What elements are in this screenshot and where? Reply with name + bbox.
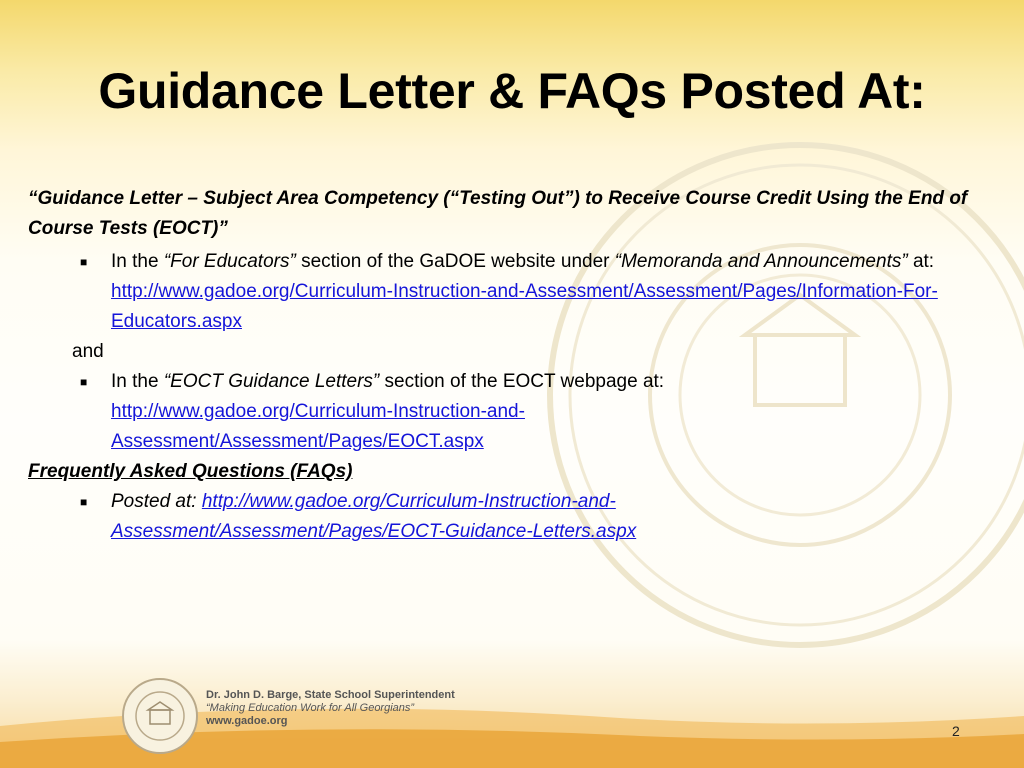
bullet2-middle: section of the EOCT webpage at: xyxy=(379,371,665,392)
bullet-marker: ■ xyxy=(80,375,88,389)
footer-credits xyxy=(206,689,455,728)
eoct-page-link[interactable]: http://www.gadoe.org/Curriculum-Instruction-and-Assessment/Assessment/Pages/EOCT.aspx xyxy=(111,401,525,452)
and-connector: and xyxy=(72,341,104,362)
bullet1-prefix: In the xyxy=(111,251,164,272)
website-line: www.gadoe.org xyxy=(206,715,288,727)
faq-link[interactable]: http://www.gadoe.org/Curriculum-Instruction-and-Assessment/Assessment/Pages/EOCT-Guidance-Letters.aspx xyxy=(111,491,637,542)
bullet-eoct-guidance xyxy=(28,367,1003,457)
for-educators-label: “For Educators” xyxy=(163,251,296,272)
bullet1-middle: section of the GaDOE website under xyxy=(295,251,615,272)
page-number: 2 xyxy=(952,723,960,739)
department-seal-logo xyxy=(120,676,200,756)
bullet-marker: ■ xyxy=(80,495,88,509)
faq-heading: Frequently Asked Questions (FAQs) xyxy=(28,461,353,482)
eoct-guidance-letters-label: “EOCT Guidance Letters” xyxy=(163,371,380,392)
bullet2-prefix: In the xyxy=(111,371,164,392)
slide-title: Guidance Letter & FAQs Posted At: xyxy=(98,63,926,119)
for-educators-link[interactable]: http://www.gadoe.org/Curriculum-Instruction-and-Assessment/Assessment/Pages/Information-For-Educators.aspx xyxy=(111,281,938,332)
guidance-letter-heading: “Guidance Letter – Subject Area Competency (“Testing Out”) to Receive Course Credit Using the End of Course Tests (EOCT)” xyxy=(28,188,968,239)
motto-line: “Making Education Work for All Georgians” xyxy=(206,702,415,714)
slide-footer xyxy=(0,656,1024,768)
memoranda-label: “Memoranda and Announcements” xyxy=(614,251,908,272)
bullet-for-educators xyxy=(28,247,1003,337)
bullet-faq-posted xyxy=(28,487,1003,547)
slide-content xyxy=(28,184,1003,547)
bullet1-suffix: at: xyxy=(907,251,935,272)
bullet-marker: ■ xyxy=(80,255,88,269)
posted-at-label: Posted at: xyxy=(111,491,202,512)
superintendent-line: Dr. John D. Barge, State School Superintendent xyxy=(206,689,455,701)
